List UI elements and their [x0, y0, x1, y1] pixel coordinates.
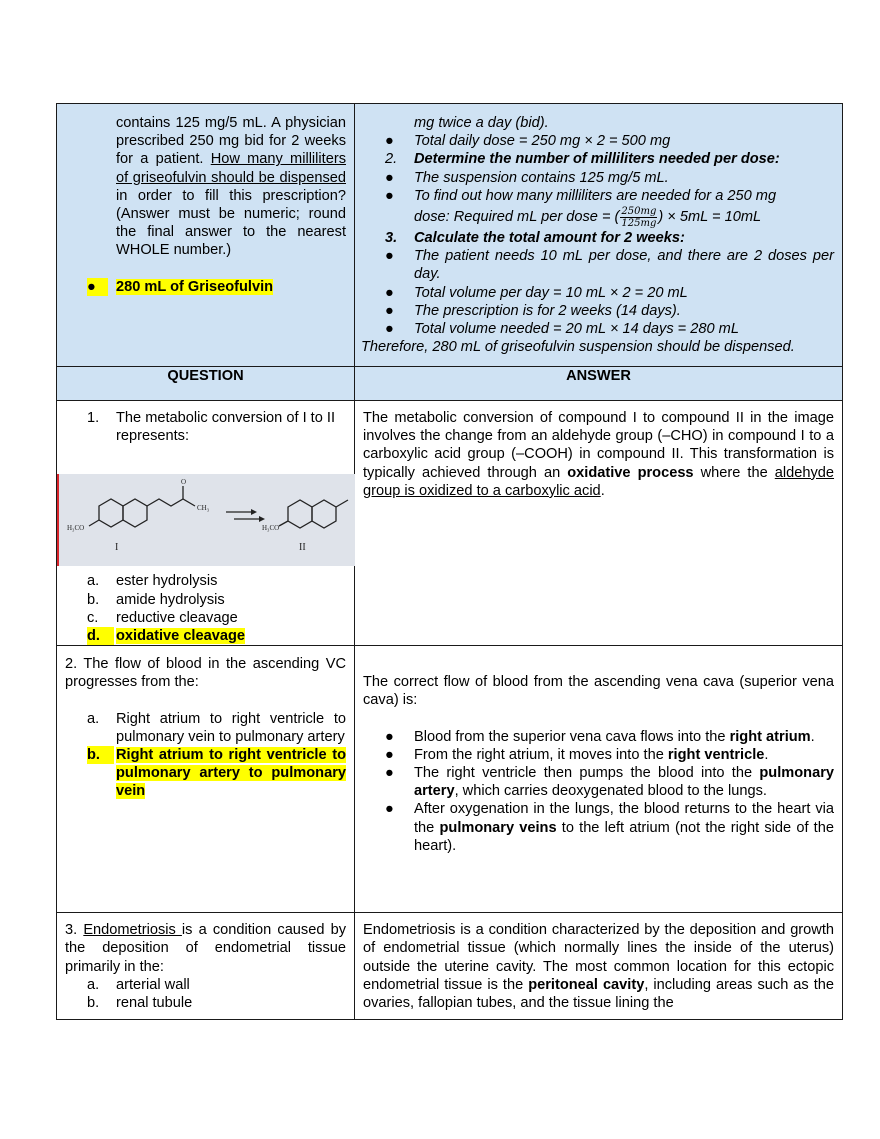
formula-suffix: ) × 5mL = 10mL [658, 209, 762, 226]
option-text: arterial wall [116, 976, 190, 993]
table-row [57, 401, 843, 646]
question-body: is a condition caused by the deposition of endometrial tissue primarily in the: [65, 922, 346, 975]
question-number: 1. [87, 410, 100, 426]
answer-bold: oxidative process [567, 464, 694, 481]
bullet-icon: ● [385, 302, 394, 319]
question-text: 2. The flow of blood in the ascending VC progresses from the: [65, 656, 346, 691]
option-b [65, 994, 346, 1012]
solution-bullet [363, 284, 834, 302]
formula-fraction [620, 206, 657, 229]
solution-bullet [363, 247, 834, 283]
question-text [65, 921, 346, 976]
bullet-bold: pulmonary veins [439, 819, 557, 836]
solution-bullet [363, 132, 834, 150]
option-text: Right atrium to right ventricle to pulmonary vein to pulmonary artery [116, 710, 346, 745]
answer-intro: The correct flow of blood from the ascending vena cava (superior vena cava) is: [363, 674, 834, 709]
option-text: reductive cleavage [116, 609, 238, 626]
question-number: 3. [65, 922, 78, 939]
option-text: renal tubule [116, 995, 193, 1012]
qa-table [56, 103, 843, 1020]
option-a [65, 976, 346, 994]
table-row [57, 913, 843, 1020]
table-header-row [57, 367, 843, 401]
answer-cell [355, 401, 843, 646]
option-letter: a. [87, 573, 100, 590]
step-title: Calculate the total amount for 2 weeks: [414, 230, 685, 247]
solution-cell [355, 104, 843, 367]
answer-text: where the [700, 464, 768, 481]
svg-text:O: O [181, 478, 187, 487]
option-b-correct [65, 746, 346, 801]
formula-prefix: dose: Required mL per dose = ( [414, 209, 620, 226]
numerator: 250mg [621, 205, 657, 217]
question-cell [57, 913, 355, 1020]
answer-bullet [65, 278, 346, 296]
header-question: QUESTION [57, 367, 355, 401]
question-tail: in order to fill this prescription? (Answer must be numeric; round the final answer to the nearest WHOLE number.) [116, 187, 346, 259]
chemical-structure-image [57, 474, 355, 566]
option-a [65, 572, 346, 590]
answer-cell [355, 646, 843, 913]
denominator: 125mg [621, 217, 657, 229]
option-b [65, 591, 346, 609]
svg-text:II: II [299, 542, 306, 554]
bullet-icon: ● [87, 278, 108, 296]
bullet-text: Total daily dose = 250 mg × 2 = 500 mg [414, 133, 671, 150]
answer-cell [355, 913, 843, 1020]
question-text [65, 114, 346, 260]
bullet-text: . [764, 746, 769, 763]
option-letter: b. [87, 995, 100, 1012]
solution-bullet [363, 187, 834, 229]
option-letter: a. [87, 976, 100, 993]
option-letter: c. [87, 609, 99, 626]
question-cell [57, 104, 355, 367]
solution-bullet [363, 320, 834, 338]
question-body: contains 125 mg/5 mL. A physician prescribed 250 mg bid for 2 weeks for a patient. [116, 115, 346, 168]
answer-bold: peritoneal cavity [528, 976, 645, 993]
solution-bullet [363, 169, 834, 187]
option-text: amide hydrolysis [116, 591, 225, 608]
answer-text: . [600, 482, 605, 499]
option-text: ester hydrolysis [116, 573, 218, 590]
answer-underlined: aldehyde group is oxidized to a carboxylic acid [363, 464, 835, 499]
bullet-text: After oxygenation in the lungs, the blood returns to the heart via the [414, 801, 834, 836]
svg-text:H₃CO: H₃CO [67, 524, 85, 533]
question-cell [57, 401, 355, 646]
option-d-correct [65, 627, 346, 645]
bullet-text: Total volume per day = 10 mL × 2 = 20 mL [414, 284, 688, 301]
option-c [65, 609, 346, 627]
answer-text: , including areas such as the ovaries, fallopian tubes, and the tissue lining the [363, 976, 834, 1012]
bullet-icon: ● [385, 169, 394, 186]
solution-continuation: mg twice a day (bid). [414, 115, 549, 131]
option-text: oxidative cleavage [116, 628, 245, 645]
step-heading [363, 229, 834, 247]
bullet-bold: right ventricle [667, 746, 765, 763]
bullet-icon: ● [385, 187, 394, 204]
option-a [65, 710, 346, 746]
step-title: Determine the number of milliliters needed per dose: [414, 151, 780, 168]
bullet-text: The right ventricle then pumps the blood into the [414, 765, 753, 782]
reaction-diagram-icon [59, 474, 355, 566]
bullet-text: Blood from the superior vena cava flows into the [414, 728, 726, 745]
answer-bullet [363, 764, 834, 800]
option-letter: d. [87, 627, 114, 645]
step-heading [363, 150, 834, 168]
option-letter: b. [87, 591, 100, 608]
bullet-text: The suspension contains 125 mg/5 mL. [414, 169, 669, 186]
table-row [57, 104, 843, 367]
bullet-text: . [810, 728, 815, 745]
question-cell [57, 646, 355, 913]
bullet-icon: ● [385, 801, 394, 818]
bullet-icon: ● [385, 133, 394, 150]
bullet-text: The prescription is for 2 weeks (14 days). [414, 302, 681, 319]
header-answer: ANSWER [355, 367, 843, 401]
question-body: The metabolic conversion of I to II represents: [116, 410, 336, 445]
svg-text:I: I [115, 542, 119, 554]
bullet-bold: pulmonary artery [414, 765, 834, 800]
svg-text:CH₃: CH₃ [197, 504, 210, 513]
answer-bullet [363, 800, 834, 855]
answer-bullet [363, 746, 834, 764]
svg-text:H₃CO: H₃CO [262, 524, 280, 533]
bullet-icon: ● [385, 284, 394, 301]
bullet-text: , which carries deoxygenated blood to the lungs. [454, 783, 767, 800]
bullet-icon: ● [385, 765, 394, 782]
option-text: Right atrium to right ventricle to pulmonary artery to pulmonary vein [116, 747, 346, 800]
bullet-text: From the right atrium, it moves into the [414, 746, 664, 763]
bullet-icon: ● [385, 248, 394, 265]
step-number: 3. [385, 230, 398, 247]
step-number: 2. [385, 151, 398, 168]
bullet-text: Total volume needed = 20 mL × 14 days = 280 mL [414, 321, 739, 338]
bullet-text: The patient needs 10 mL per dose, and there are 2 doses per day. [414, 248, 834, 283]
answer-bullet [363, 728, 834, 746]
answer-text: The metabolic conversion of compound I to compound II in the image involves the change from an aldehyde group (–CHO) in compound I to a carboxylic acid group (–COOH) in compound II. This transformation is typically achieved through an [363, 410, 834, 481]
question-underlined: How many milliliters of griseofulvin should be dispensed [116, 151, 346, 186]
question-underlined: Endometriosis [83, 922, 182, 939]
question-text [65, 409, 346, 445]
option-letter: a. [87, 710, 100, 727]
solution-bullet [363, 302, 834, 320]
bullet-icon: ● [385, 728, 394, 745]
bullet-icon: ● [385, 746, 394, 763]
option-letter: b. [87, 746, 114, 764]
answer-text: Endometriosis is a condition characterized by the deposition and growth of endometrial tissue (which normally lines the inside of the uterus) outside the uterine cavity. The most common location for this ectopic endometrial tissue is the [363, 922, 834, 993]
solution-conclusion: Therefore, 280 mL of griseofulvin suspension should be dispensed. [361, 339, 795, 356]
bullet-icon: ● [385, 321, 394, 338]
bullet-text: To find out how many milliliters are needed for a 250 mg [414, 187, 777, 204]
table-row [57, 646, 843, 913]
highlighted-answer: 280 mL of Griseofulvin [116, 278, 274, 295]
bullet-text: to the left atrium (not the right side of the heart). [414, 819, 834, 854]
bullet-bold: right atrium [729, 728, 811, 745]
